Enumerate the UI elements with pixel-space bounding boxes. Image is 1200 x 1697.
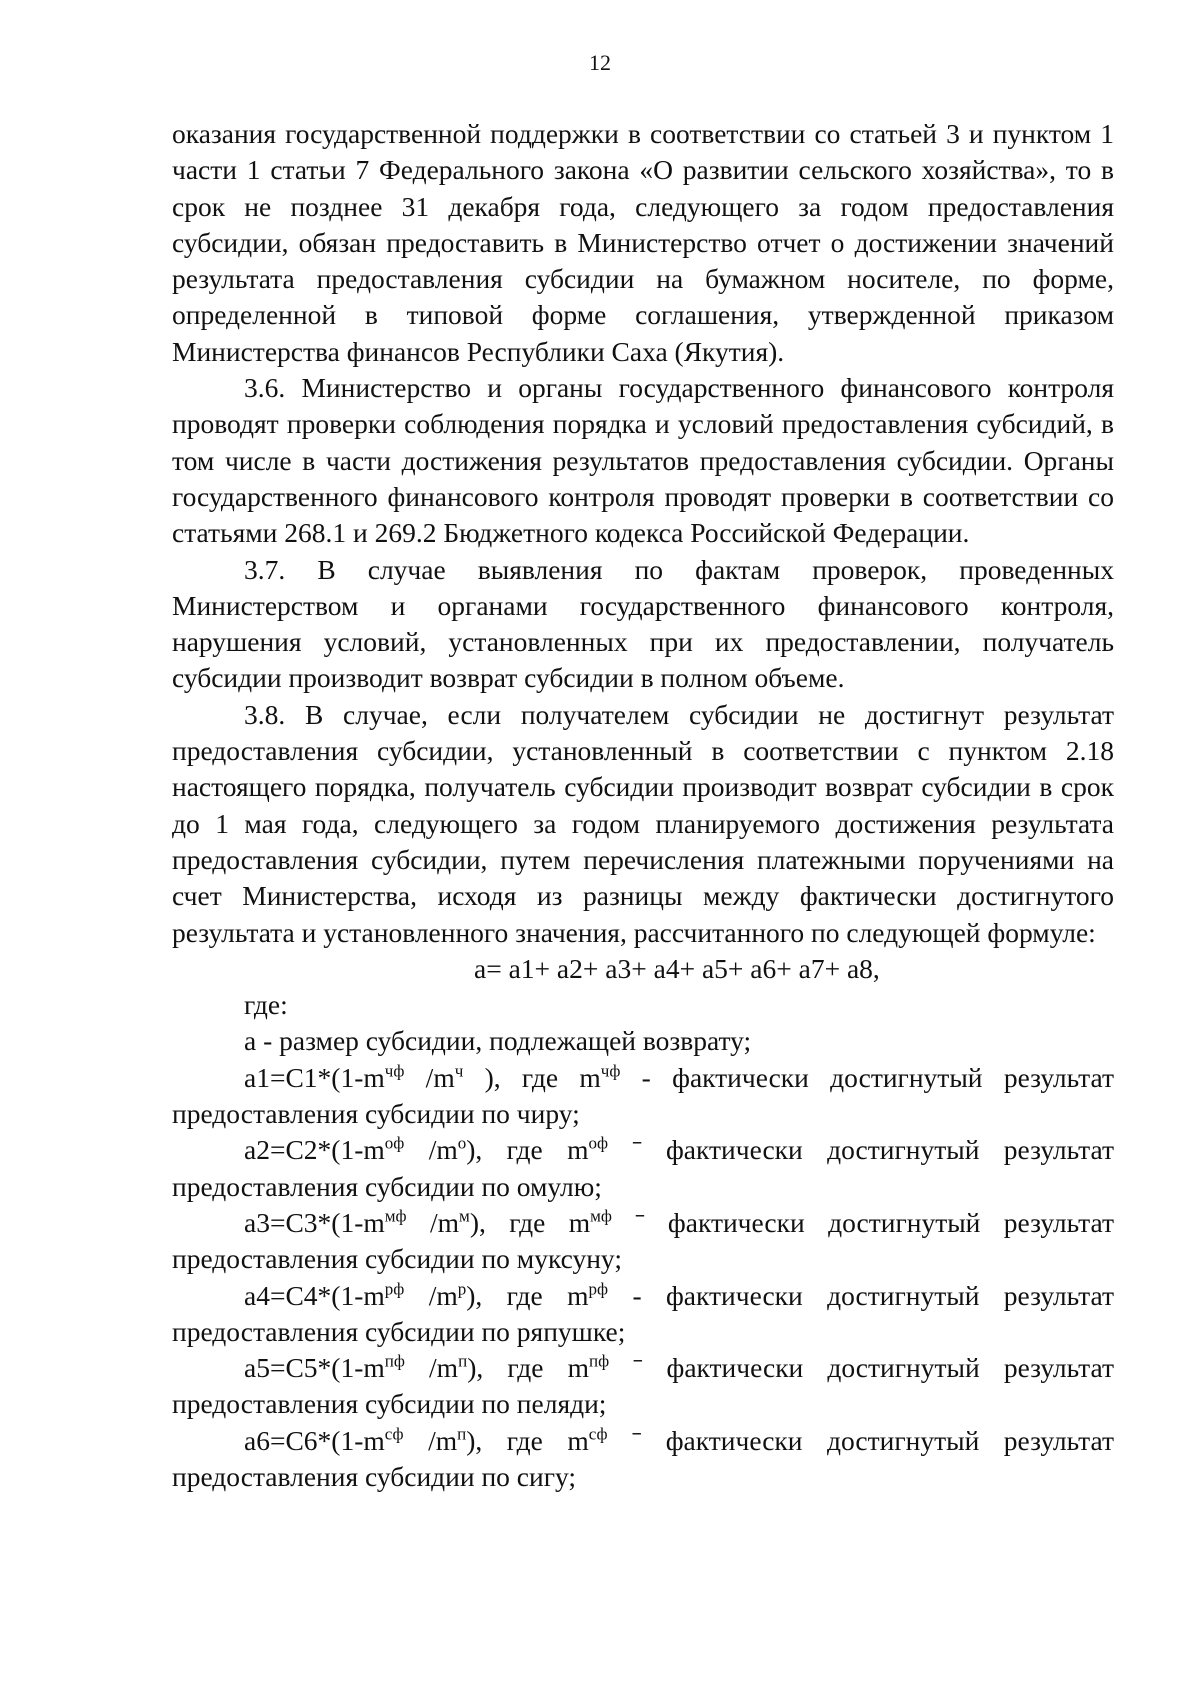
item-sup: оф bbox=[588, 1133, 609, 1153]
formula-item-a2 bbox=[172, 1132, 1114, 1205]
item-sup: чф bbox=[384, 1061, 405, 1081]
item-rest: - фактически достигнутый результат предоставления субсидии по ряпушке; bbox=[172, 1279, 1115, 1347]
paragraph-continuation: оказания государственной поддержки в соответствии со статьей 3 и пунктом 1 части 1 статьи 7 Федерального закона «О развитии сельского хозяйства», то в срок не позднее 31 декабря года, следующего за годом предоставления субсидии, обязан предоставить в Министерство отчет о достижении значений результата предоставления субсидии на бумажном носителе, по форме, определенной в типовой форме соглашения, утвержденной приказом Министерства финансов Республики Саха (Якутия). bbox=[172, 118, 1114, 367]
item-sup: рф bbox=[384, 1278, 405, 1298]
item-rest: ˉ фактически достигнутый результат предоставления субсидии по омулю; bbox=[172, 1134, 1115, 1202]
item-post: ), где m bbox=[466, 1134, 589, 1166]
item-sup: оф bbox=[384, 1133, 405, 1153]
formula-item-a3 bbox=[172, 1205, 1114, 1278]
item-sup: сф bbox=[384, 1424, 404, 1444]
item-mid: /m bbox=[404, 1061, 455, 1093]
item-sup: сф bbox=[588, 1424, 608, 1444]
item-sup: о bbox=[457, 1133, 467, 1153]
formula-item-a5 bbox=[172, 1350, 1114, 1423]
paragraph-3-6: 3.6. Министерство и органы государственного финансового контроля проводят проверки соблюдения порядка и условий предоставления субсидий, в том числе в части достижения результатов предоставления субсидии. Органы государственного финансового контроля проводят проверки в соответствии со статьями 268.1 и 269.2 Бюджетного кодекса Российской Федерации. bbox=[172, 372, 1114, 549]
item-mid: /m bbox=[403, 1424, 458, 1456]
item-pre: a4=C4*(1-m bbox=[244, 1279, 385, 1311]
item-sup: мф bbox=[590, 1206, 612, 1226]
paragraph-3-7: 3.7. В случае выявления по фактам проверок, проведенных Министерством и органами государственного финансового контроля, нарушения условий, установленных при их предоставлении, получатель субсидии производит возврат субсидии в полном объеме. bbox=[172, 553, 1114, 694]
item-sup: пф bbox=[588, 1351, 610, 1371]
item-mid: /m bbox=[404, 1134, 458, 1166]
item-post: ), где m bbox=[469, 1206, 591, 1238]
item-rest: - фактически достигнутый результат предоставления субсидии по чиру; bbox=[172, 1061, 1115, 1130]
item-sup: м bbox=[459, 1206, 470, 1226]
formula-item-a4 bbox=[172, 1278, 1114, 1351]
item-pre: a1=C1*(1-m bbox=[244, 1061, 385, 1093]
item-pre: a6=C6*(1-m bbox=[244, 1424, 385, 1456]
item-pre: a5=C5*(1-m bbox=[244, 1352, 385, 1384]
item-post: ), где m bbox=[467, 1352, 589, 1384]
item-sup: пф bbox=[384, 1351, 405, 1371]
item-mid: /m bbox=[406, 1206, 460, 1238]
item-post: ), где m bbox=[466, 1424, 589, 1456]
item-rest: ˉ фактически достигнутый результат предоставления субсидии по муксуну; bbox=[172, 1206, 1115, 1275]
formula-item-a1 bbox=[172, 1060, 1114, 1133]
formula: a= a1+ a2+ a3+ a4+ a5+ a6+ a7+ a8, bbox=[474, 952, 880, 984]
page-number: 12 bbox=[589, 50, 611, 75]
item-sup: мф bbox=[384, 1206, 407, 1226]
where-label: где: bbox=[244, 989, 288, 1021]
item-rest: ˉ фактически достигнутый результат предоставления субсидии по сигу; bbox=[172, 1424, 1115, 1492]
item-sup: рф bbox=[588, 1278, 609, 1298]
paragraph-3-8: 3.8. В случае, если получателем субсидии не достигнут результат предоставления субсидии, установленный в соответствии с пунктом 2.18 настоящего порядка, получатель субсидии производит возврат субсидии в срок до 1 мая года, следующего за годом планируемого достижения результата предоставления субсидии, путем перечисления платежными поручениями на счет Министерства, исходя из разницы между фактически достигнутого результата и установленного значения, рассчитанного по следующей формуле: bbox=[172, 698, 1114, 948]
item-mid: /m bbox=[404, 1279, 458, 1311]
a-definition: а - размер субсидии, подлежащей возврату; bbox=[244, 1025, 752, 1057]
item-sup: р bbox=[457, 1278, 467, 1298]
item-sup: п bbox=[458, 1351, 468, 1371]
item-post: ), где m bbox=[463, 1061, 601, 1093]
document-body bbox=[172, 116, 1114, 1495]
item-sup: чф bbox=[600, 1061, 621, 1081]
item-pre: a2=C2*(1-m bbox=[244, 1134, 385, 1166]
formula-item-a6 bbox=[172, 1423, 1114, 1496]
item-post: ), где m bbox=[466, 1279, 589, 1311]
item-mid: /m bbox=[404, 1352, 459, 1384]
item-sup: п bbox=[457, 1424, 467, 1444]
item-pre: a3=C3*(1-m bbox=[244, 1206, 385, 1238]
item-rest: ˉ фактически достигнутый результат предоставления субсидии по пеляди; bbox=[172, 1352, 1115, 1420]
item-sup: ч bbox=[454, 1061, 464, 1081]
